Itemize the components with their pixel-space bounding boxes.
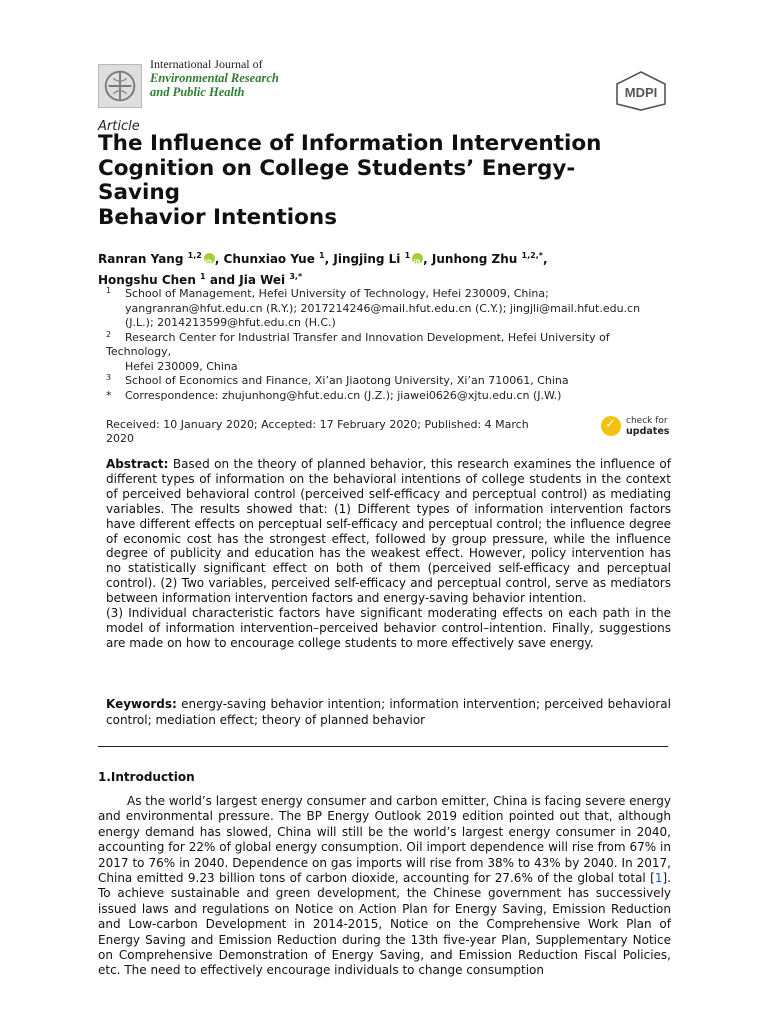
affiliation-emails[interactable]: yangranran@hfut.edu.cn (R.Y.); 2017214246@mail.hfut.edu.cn (C.Y.); jingjli@mail.hfut.edu.cn <box>125 301 641 315</box>
paper-title <box>98 132 678 230</box>
author-affiliation-marker: 1,2 <box>187 251 202 260</box>
affiliation-line: School of Economics and Finance, Xi’an Jiaotong University, Xi’an 710061, China <box>125 374 569 387</box>
divider <box>98 746 668 747</box>
author-name[interactable]: Jingjing Li <box>333 252 401 266</box>
abstract-label: Abstract: <box>106 457 169 471</box>
affiliation-marker: 1 <box>106 286 112 295</box>
title-line: The Influence of Information Intervention <box>98 131 602 156</box>
abstract-paragraph: (3) Individual characteristic factors have significant moderating effects on each path in the model of information intervention–perceived behavior control–intention. Finally, suggestions are made on how to encourage college students to more effectively save energy. <box>106 606 671 650</box>
affiliation-1 <box>106 287 676 331</box>
keywords-label: Keywords: <box>106 697 177 711</box>
author-name[interactable]: Ranran Yang <box>98 252 184 266</box>
author-name[interactable]: Junhong Zhu <box>431 252 518 266</box>
affiliation-2 <box>106 331 676 375</box>
affiliation-line: Hefei 230009, China <box>125 359 238 373</box>
journal-name-line1: International Journal of <box>150 57 263 71</box>
citation-link[interactable]: 1 <box>654 871 663 886</box>
affiliation-line: School of Management, Hefei University of Technology, Hefei 230009, China; <box>125 287 549 300</box>
introduction-body <box>98 794 671 979</box>
publication-dates: Received: 10 January 2020; Accepted: 17 February 2020; Published: 4 March 2020 <box>106 418 529 445</box>
checkmark-icon <box>601 416 621 436</box>
correspondence-line[interactable]: Correspondence: zhujunhong@hfut.edu.cn (J.Z.); jiawei0626@xjtu.edu.cn (J.W.) <box>125 388 562 402</box>
abstract <box>106 457 671 651</box>
article-type: Article <box>98 119 140 134</box>
check-updates-label: updates <box>626 426 670 437</box>
author-affiliation-marker: 1 <box>319 251 325 260</box>
affiliation-line: Technology, <box>106 345 172 358</box>
abstract-paragraph: Based on the theory of planned behavior, this research examines the influence of different types of information on the behavioral intentions of college students in the context of perceived behavioral control (perceived self-efficacy and perceptual control) as mediating variables. The results showed that: (1) Different types of information intervention factors have different effects on perceptual self-efficacy and perceptual control; the influence degree of economic cost has the strongest effect, followed by group pressure, while the influence degree of publicity and education has the weakest effect. However, policy intervention has no statistically significant effect on both of them (perceived self-efficacy and perceptual control). (2) Two variables, perceived self-efficacy and perceptual control, serve as mediators between information intervention factors and energy-saving behavior intention. <box>106 457 671 606</box>
orcid-icon[interactable] <box>204 253 215 264</box>
correspondence <box>106 389 676 404</box>
journal-logo-icon <box>98 64 142 108</box>
body-text: As the world’s largest energy consumer and carbon emitter, China is facing severe energy and environmental pressure. The BP Energy Outlook 2019 edition pointed out that, although energy demand has slowed, China will still be the world’s largest energy consumer in 2040, accounting for 22% of global energy consumption. Oil import dependence will rise from 67% in 2017 to 76% in 2040. Dependence on gas imports will rise from 38% to 43% by 2040. In 2017, China emitted 9.23 billion tons of carbon dioxide, accounting for 27.6% of the global total [ <box>98 794 671 886</box>
check-for-updates-badge[interactable] <box>601 414 675 440</box>
publisher-name: MDPI <box>624 85 658 100</box>
author-name[interactable]: Jia Wei <box>239 273 286 287</box>
keywords-text: energy-saving behavior intention; information intervention; perceived behavioral control; mediation effect; theory of planned behavior <box>106 697 671 727</box>
author-name[interactable]: Chunxiao Yue <box>223 252 315 266</box>
author-list: Ranran Yang $^{1,2}$iD , Chunxiao Yue $^1$, Jingjing Li $^1$iD , Junhong Zhu $^{1,2,*}$, Hongshu Chen $^1$ and Jia Wei $^{3,*}$ <box>98 247 678 289</box>
author-affiliation-marker: 1,2,* <box>521 251 543 260</box>
mdpi-logo <box>612 70 670 112</box>
body-text: ]. To achieve sustainable and green development, the Chinese government has successively issued laws and regulations on Notice on Action Plan for Energy Saving, Emission Reduction and Low-carbon Development in 2014-2015, Notice on the Comprehensive Work Plan of Energy Saving and Emission Reduction during the 13th five-year Plan, Supplementary Notice on Comprehensive Demonstration of Energy Saving, and Emission Reduction Fiscal Policies, etc. The need to effectively encourage individuals to change consumption <box>98 871 671 978</box>
journal-name-line2: Environmental Research <box>150 71 279 85</box>
title-line: Cognition on College Students’ Energy- <box>98 155 576 181</box>
affiliation-3 <box>106 374 676 389</box>
author-name[interactable]: Hongshu Chen <box>98 273 196 287</box>
keywords <box>106 697 671 728</box>
correspondence-marker: * <box>106 388 112 402</box>
check-updates-label: check for <box>626 416 668 426</box>
affiliation-marker: 3 <box>106 373 112 382</box>
section-heading: 1.Introduction <box>98 770 195 784</box>
affiliation-marker: 2 <box>106 329 112 339</box>
author-affiliation-marker: 3,* <box>289 272 303 281</box>
orcid-icon[interactable] <box>412 253 423 264</box>
author-affiliation-marker: 1 <box>404 251 411 260</box>
journal-name <box>150 57 279 99</box>
affiliation-line: Research Center for Industrial Transfer and Innovation Development, Hefei University of <box>125 330 610 344</box>
title-line: Saving <box>98 180 181 205</box>
affiliations <box>106 287 676 403</box>
author-affiliation-marker: 1 <box>200 272 206 281</box>
title-line: Behavior Intentions <box>98 204 338 230</box>
journal-name-line3: and Public Health <box>150 85 245 99</box>
affiliation-emails[interactable]: (J.L.); 2014213599@hfut.edu.cn (H.C.) <box>125 316 336 329</box>
